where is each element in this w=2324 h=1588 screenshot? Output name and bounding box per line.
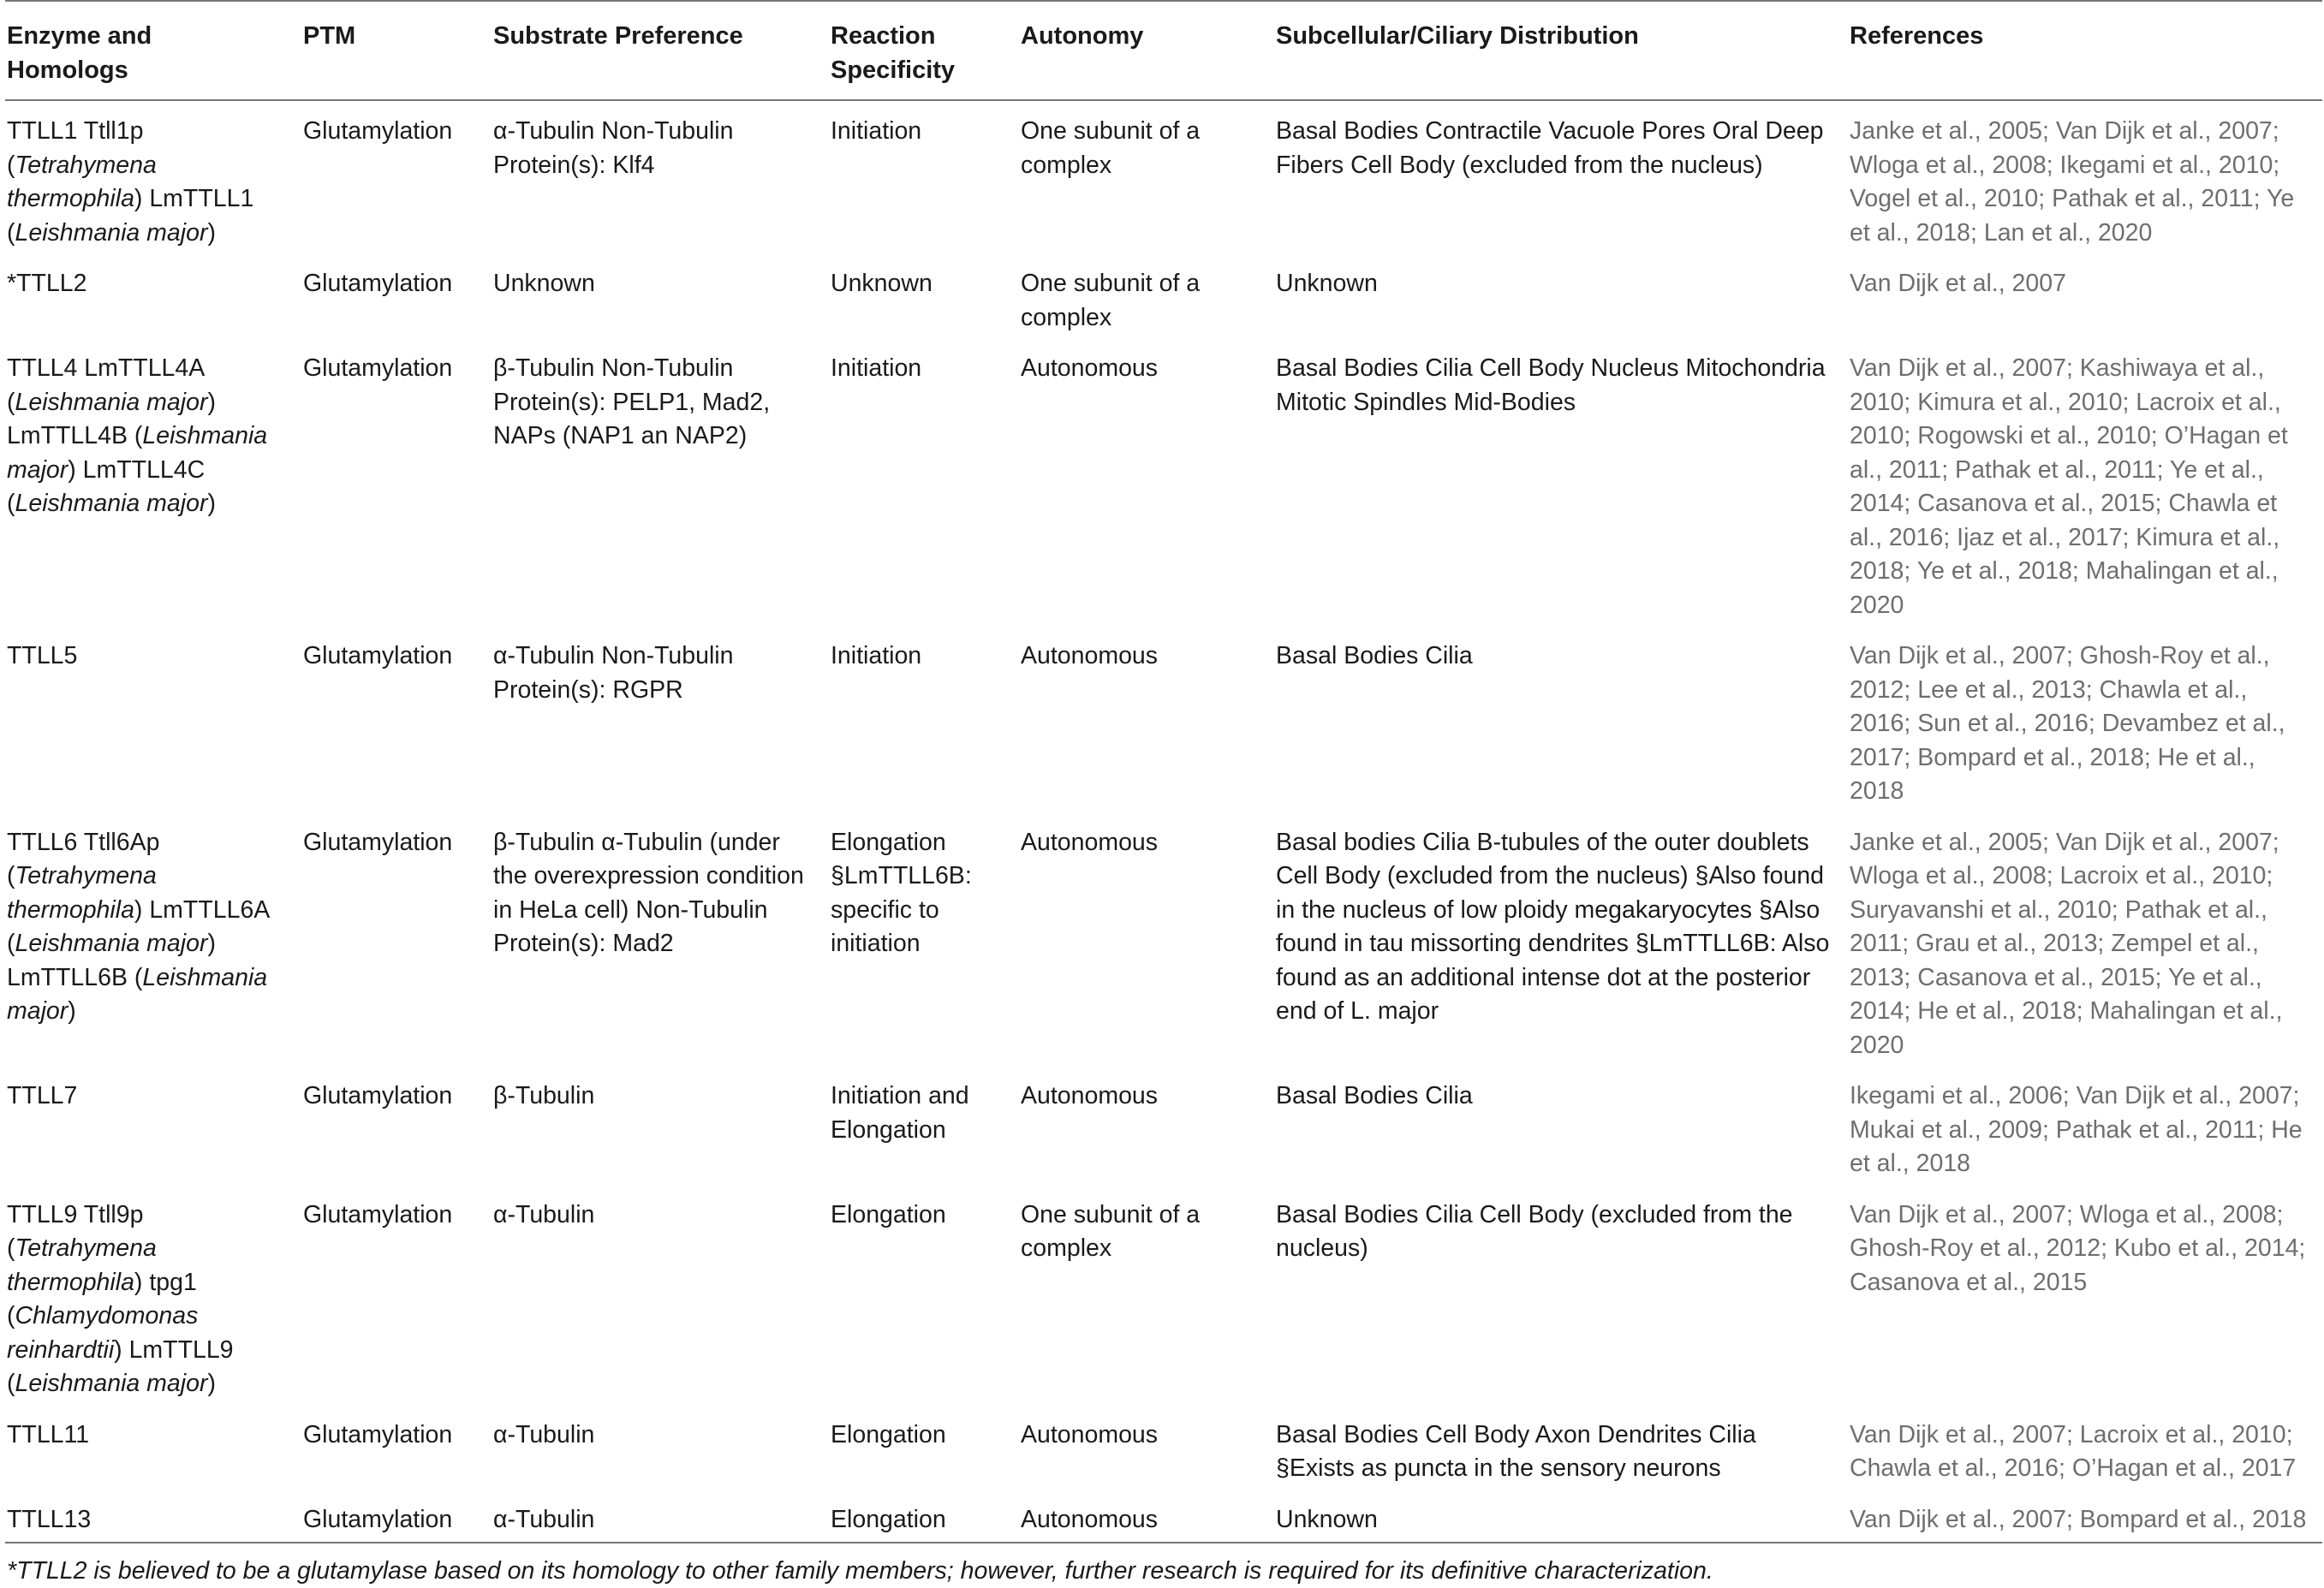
cell-substrate: β-Tubulin Non-Tubulin Protein(s): PELP1, Mad2, NAPs (NAP1 an NAP2)	[493, 354, 771, 449]
cell-distribution: Basal Bodies Cilia Cell Body Nucleus Mitochondria Mitotic Spindles Mid-Bodies	[1276, 354, 1826, 416]
species-name: Leishmania major	[15, 490, 208, 517]
cell-reaction: Elongation	[831, 1420, 946, 1448]
cell-substrate: β-Tubulin α-Tubulin (under the overexpression condition in HeLa cell) Non-Tubulin Protein(s): Mad2	[493, 828, 804, 957]
cell-ptm: Glutamylation	[303, 1420, 453, 1448]
species-name: Leishmania major	[15, 218, 208, 247]
table-header	[5, 1, 2322, 100]
cell-distribution: Basal Bodies Contractile Vacuole Pores Oral Deep Fibers Cell Body (excluded from the nucleus)	[1276, 117, 1824, 179]
cell-reaction: Elongation §LmTTLL6B: specific to initiation	[831, 828, 972, 957]
enzyme-text: ) LmTTLL6A (	[7, 895, 269, 957]
cell-autonomy: One subunit of a complex	[1021, 117, 1201, 179]
header-reaction-line1: Reaction	[831, 22, 936, 50]
header-reaction-line2: Specificity	[831, 57, 956, 84]
cell-references: Janke et al., 2005; Van Dijk et al., 2007; Wloga et al., 2008; Ikegami et al., 2010; Vogel et al., 2010; Pathak et al., 2011; Ye et al., 2018; Lan et al., 2020	[1850, 117, 2295, 247]
cell-distribution: Unknown	[1274, 1490, 1848, 1543]
species-name: Leishmania major	[15, 388, 208, 416]
enzyme-text: TTLL7	[7, 1082, 78, 1109]
cell-enzyme	[5, 100, 301, 253]
table-row	[5, 100, 2322, 253]
table-row	[5, 1405, 2322, 1490]
cell-reaction: Unknown	[831, 270, 933, 297]
species-name: Tetrahymena thermophila	[7, 862, 157, 924]
cell-substrate: α-Tubulin Non-Tubulin Protein(s): RGPR	[493, 642, 734, 704]
cell-enzyme	[5, 1490, 301, 1543]
table-row	[5, 253, 2322, 338]
species-name: Leishmania major	[7, 422, 268, 484]
enzyme-text: )	[207, 490, 216, 517]
cell-references: Van Dijk et al., 2007; Lacroix et al., 2010; Chawla et al., 2016; O’Hagan et al., 2017	[1850, 1420, 2297, 1482]
enzyme-text: )	[207, 218, 216, 247]
species-name: Leishmania major	[15, 930, 208, 957]
species-name: Leishmania major	[7, 963, 268, 1025]
enzyme-text: ) LmTTLL4C (	[7, 455, 206, 517]
header-enzyme-line1: Enzyme and	[7, 22, 152, 50]
enzyme-text: TTLL4 LmTTLL4A (	[7, 354, 204, 416]
cell-reaction: Initiation	[831, 354, 922, 382]
cell-enzyme	[5, 338, 301, 626]
enzyme-text: ) tpg1 (	[7, 1268, 197, 1329]
cell-substrate: β-Tubulin	[493, 1082, 595, 1109]
cell-enzyme	[5, 1066, 301, 1185]
enzyme-text: TTLL1 Ttll1p (	[7, 117, 144, 179]
cell-autonomy: Autonomous	[1021, 1082, 1159, 1109]
cell-ptm: Glutamylation	[303, 354, 453, 382]
enzyme-text: TTLL11	[7, 1420, 90, 1448]
header-references: References	[1848, 1, 2322, 100]
table-row	[5, 626, 2322, 812]
cell-ptm: Glutamylation	[303, 642, 453, 669]
cell-autonomy: Autonomous	[1021, 354, 1159, 382]
table-row	[5, 1066, 2322, 1185]
cell-references: Van Dijk et al., 2007; Bompard et al., 2018	[1848, 1490, 2322, 1543]
cell-ptm: Glutamylation	[303, 828, 453, 856]
cell-substrate: α-Tubulin	[492, 1490, 829, 1543]
cell-distribution: Basal Bodies Cell Body Axon Dendrites Cilia §Exists as puncta in the sensory neurons	[1276, 1420, 1756, 1482]
cell-reaction: Initiation	[831, 117, 922, 145]
header-row	[5, 1, 2322, 100]
table-row	[5, 1490, 2322, 1543]
enzyme-text: *TTLL2	[7, 270, 87, 297]
table-row	[5, 1185, 2322, 1405]
cell-autonomy: One subunit of a complex	[1021, 1200, 1201, 1262]
cell-distribution: Basal Bodies Cilia	[1276, 1082, 1473, 1109]
cell-substrate: α-Tubulin	[493, 1200, 595, 1228]
enzyme-text: )	[68, 997, 76, 1025]
species-name: Tetrahymena thermophila	[7, 1234, 157, 1296]
cell-references: Ikegami et al., 2006; Van Dijk et al., 2007; Mukai et al., 2009; Pathak et al., 2011; He et al., 2018	[1850, 1082, 2303, 1177]
ttll-enzyme-table	[5, 0, 2322, 1543]
table-footnote: *TTLL2 is believed to be a glutamylase based on its homology to other family members; however, further research is required for its definitive characterization.	[7, 1557, 1713, 1585]
cell-references: Van Dijk et al., 2007; Kashiwaya et al., 2010; Kimura et al., 2010; Lacroix et al., 2010; Rogowski et al., 2010; O’Hagan et al., 2011; Pathak et al., 2011; Ye et al., 2014; Casanova et al., 2015; Chawla et al., 2016; Ijaz et al., 2017; Kimura et al., 2018; Ye et al., 2018; Mahalingan et al., 2020	[1850, 354, 2288, 619]
cell-autonomy: One subunit of a complex	[1021, 270, 1201, 331]
cell-references: Van Dijk et al., 2007; Wloga et al., 2008; Ghosh-Roy et al., 2012; Kubo et al., 2014; Casanova et al., 2015	[1850, 1200, 2306, 1296]
species-name: Chlamydomonas reinhardtii	[7, 1302, 199, 1364]
enzyme-text: TTLL5	[7, 642, 78, 669]
header-ptm: PTM	[301, 1, 492, 100]
table-row	[5, 812, 2322, 1067]
enzyme-text: ) LmTTLL6B (	[7, 930, 216, 991]
enzyme-text: )	[207, 1370, 216, 1397]
cell-substrate: α-Tubulin Non-Tubulin Protein(s): Klf4	[493, 117, 734, 179]
cell-distribution: Basal Bodies Cilia Cell Body (excluded from the nucleus)	[1276, 1200, 1793, 1262]
table-body	[5, 100, 2322, 1543]
cell-autonomy: Autonomous	[1021, 1420, 1159, 1448]
cell-autonomy: Autonomous	[1021, 828, 1159, 856]
cell-enzyme	[5, 626, 301, 812]
cell-autonomy: Autonomous	[1019, 1490, 1274, 1543]
cell-references: Van Dijk et al., 2007	[1850, 270, 2066, 297]
species-name: Tetrahymena thermophila	[7, 151, 157, 212]
table-row	[5, 338, 2322, 626]
species-name: Leishmania major	[15, 1370, 208, 1397]
cell-distribution: Basal Bodies Cilia	[1276, 642, 1473, 669]
header-substrate: Substrate Preference	[492, 1, 829, 100]
cell-autonomy: Autonomous	[1021, 642, 1159, 669]
enzyme-text: TTLL6 Ttll6Ap (	[7, 828, 160, 889]
enzyme-text: TTLL9 Ttll9p (	[7, 1200, 144, 1262]
cell-enzyme	[5, 812, 301, 1067]
cell-ptm: Glutamylation	[301, 1490, 492, 1543]
cell-ptm: Glutamylation	[303, 270, 453, 297]
header-distribution: Subcellular/Ciliary Distribution	[1274, 1, 1848, 100]
cell-enzyme	[5, 1405, 301, 1490]
cell-reaction: Initiation	[831, 642, 922, 669]
cell-enzyme	[5, 1185, 301, 1405]
cell-substrate: Unknown	[493, 270, 595, 297]
enzyme-text: ) LmTTLL9 (	[7, 1335, 234, 1397]
cell-reaction: Initiation and Elongation	[831, 1082, 969, 1144]
cell-ptm: Glutamylation	[303, 117, 453, 145]
header-autonomy: Autonomy	[1019, 1, 1274, 100]
enzyme-text: TTLL13	[7, 1505, 92, 1533]
cell-reaction: Elongation	[831, 1200, 946, 1228]
header-enzyme-line2: Homologs	[7, 57, 128, 84]
enzyme-text: ) LmTTLL1 (	[7, 185, 254, 247]
cell-references: Van Dijk et al., 2007; Ghosh-Roy et al., 2012; Lee et al., 2013; Chawla et al., 2016; Sun et al., 2016; Devambez et al., 2017; Bompard et al., 2018; He et al., 2018	[1850, 642, 2285, 805]
cell-distribution: Unknown	[1276, 270, 1378, 297]
cell-references: Janke et al., 2005; Van Dijk et al., 2007; Wloga et al., 2008; Lacroix et al., 2010; Suryavanshi et al., 2010; Pathak et al., 2011; Grau et al., 2013; Zempel et al., 2013; Casanova et al., 2015; Ye et al., 2014; He et al., 2018; Mahalingan et al., 2020	[1850, 828, 2283, 1059]
cell-substrate: α-Tubulin	[493, 1420, 595, 1448]
cell-ptm: Glutamylation	[303, 1082, 453, 1109]
cell-ptm: Glutamylation	[303, 1200, 453, 1228]
header-reaction	[829, 1, 1019, 100]
cell-reaction: Elongation	[829, 1490, 1019, 1543]
cell-distribution: Basal bodies Cilia B-tubules of the outer doublets Cell Body (excluded from the nucleus) §Also found in the nucleus of low ploidy megakaryocytes §Also found in tau missorting dendrites §LmTTLL6B: Also found as an additional intense dot at the posterior end of L. major	[1276, 828, 1830, 1025]
enzyme-text: ) LmTTLL4B (	[7, 388, 216, 449]
cell-enzyme	[5, 253, 301, 338]
header-enzyme	[5, 1, 301, 100]
